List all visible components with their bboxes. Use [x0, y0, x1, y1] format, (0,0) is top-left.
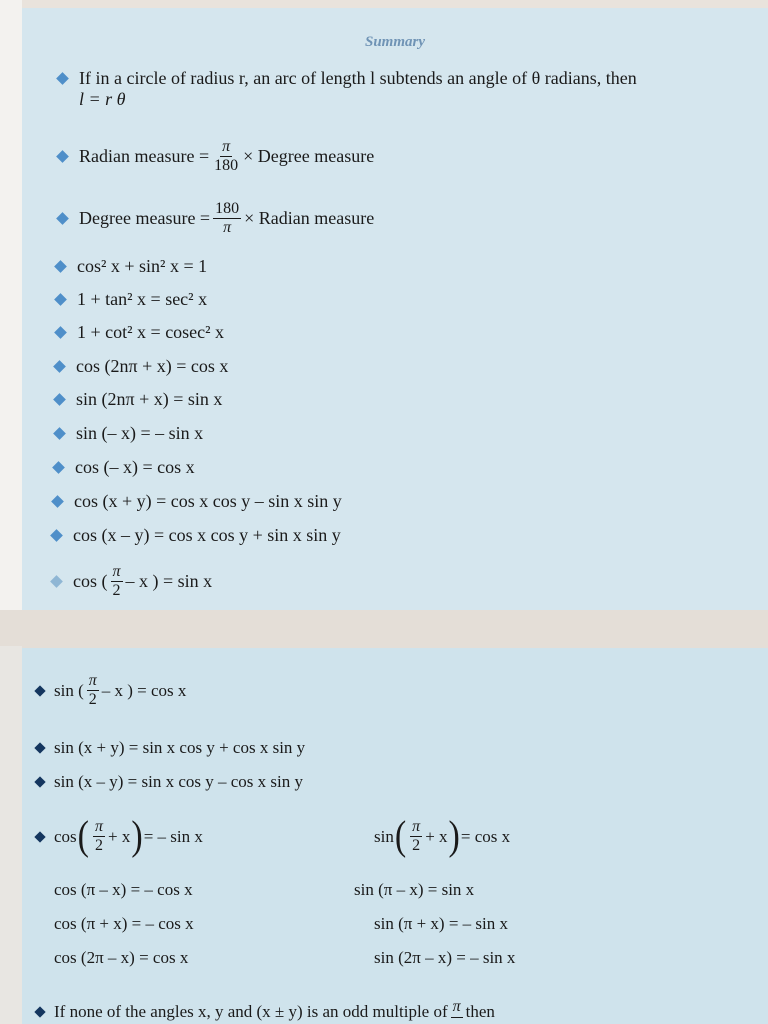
fraction-numerator: π: [220, 138, 232, 157]
identity-item: [55, 423, 203, 444]
formula-rhs: – x ) = cos x: [101, 680, 187, 700]
identity-item: [55, 356, 228, 377]
fraction-numerator: π: [111, 563, 123, 582]
fraction-numerator: π: [451, 998, 463, 1017]
inner-term: + x: [425, 826, 448, 846]
arc-rule-text: If in a circle of radius r, an arc of length l subtends an angle of θ radians, then: [79, 68, 637, 88]
cutoff-condition: [36, 998, 495, 1022]
formula-lhs: cos (: [73, 571, 108, 592]
bullet-icon: [54, 293, 67, 306]
formula-rhs: × Degree measure: [243, 146, 375, 167]
bullet-icon: [53, 427, 66, 440]
bullet-icon: [50, 576, 63, 589]
bullet-icon: [56, 213, 69, 226]
identity-item: [53, 491, 342, 512]
bullet-icon: [34, 742, 45, 753]
fraction: [213, 200, 241, 238]
formula-lhs: Radian measure =: [79, 146, 210, 167]
identity-item: [36, 738, 305, 758]
right-paren: ): [448, 814, 460, 859]
identity-text: cos (x + y) = cos x cos y – sin x sin y: [74, 491, 342, 511]
identity-text: cos (π – x) = – cos x: [54, 880, 193, 899]
summary-panel-top: [22, 8, 768, 610]
fraction-denominator: 2: [95, 837, 103, 855]
bullet-icon: [34, 776, 45, 787]
fraction: [93, 818, 105, 856]
fraction-numerator: π: [410, 818, 422, 837]
bullet-icon: [51, 495, 64, 508]
identity-item: [54, 457, 195, 478]
identity-text: cos (x – y) = cos x cos y + sin x sin y: [73, 525, 341, 545]
bullet-icon: [52, 461, 65, 474]
summary-panel-bottom: [22, 648, 768, 1024]
identity-text: cos (π + x) = – cos x: [54, 914, 194, 933]
fraction-denominator: 2: [412, 837, 421, 855]
formula-rhs: = cos x: [460, 826, 511, 846]
cofunction-cos-formula: [52, 563, 212, 601]
function-name: sin: [374, 826, 394, 846]
identity-item: [52, 525, 341, 546]
formula-lhs: sin (: [54, 680, 84, 700]
photo-gap: [0, 610, 768, 648]
left-paren: (: [77, 814, 89, 859]
radian-measure-formula: [58, 138, 374, 176]
summary-title: Summary: [364, 34, 425, 50]
fraction: [212, 138, 240, 176]
identity-text: sin (x + y) = sin x cos y + cos x sin y: [54, 738, 306, 757]
fraction-denominator: 2: [88, 691, 97, 709]
formula-lhs: Degree measure =: [79, 208, 211, 229]
identity-text: cos (– x) = cos x: [75, 457, 195, 477]
identity-text: sin (x – y) = sin x cos y – cos x sin y: [54, 772, 303, 791]
cos-pi2-plus-formula: [36, 814, 203, 859]
identity-text: 1 + cot² x = cosec² x: [77, 322, 225, 342]
bullet-icon: [50, 529, 63, 542]
inner-term: + x: [108, 826, 131, 846]
page-margin-top: [0, 0, 22, 620]
sin-pi2-plus-formula: [374, 814, 511, 859]
fraction: [111, 563, 123, 601]
arc-rule-formula: l = r θ: [79, 89, 126, 109]
fraction-numerator: 180: [213, 200, 241, 219]
fraction-denominator: 2: [112, 582, 121, 600]
cofunction-sin-formula: [36, 672, 186, 710]
formula-rhs: = – sin x: [143, 826, 203, 846]
formula-rhs: × Radian measure: [244, 208, 375, 229]
right-paren: ): [131, 814, 143, 859]
identity-text: cos (2π – x) = cos x: [54, 948, 189, 967]
fraction-numerator: π: [93, 818, 105, 837]
identity-text: sin (2nπ + x) = sin x: [76, 389, 223, 409]
condition-tail: then: [465, 1002, 495, 1021]
identity-text: cos² x + sin² x = 1: [77, 256, 208, 276]
identity-text: 1 + tan² x = sec² x: [77, 289, 208, 309]
identity-text: sin (2π – x) = – sin x: [374, 948, 516, 967]
fraction-denominator: 180: [214, 157, 239, 175]
identity-item: [56, 322, 224, 343]
identity-item: [36, 772, 303, 792]
bullet-icon: [53, 360, 66, 373]
bullet-icon: [53, 393, 66, 406]
identity-item: [56, 256, 207, 277]
arc-length-rule: [58, 68, 637, 110]
fraction: [87, 672, 99, 710]
identity-text: cos (2nπ + x) = cos x: [76, 356, 229, 376]
function-name: cos: [54, 826, 77, 846]
bullet-icon: [56, 72, 69, 85]
fraction-numerator: π: [87, 672, 99, 691]
page-margin-bottom: [0, 646, 22, 1024]
bullet-icon: [54, 260, 67, 273]
fraction: [410, 818, 422, 856]
formula-rhs: – x ) = sin x: [125, 571, 213, 592]
fraction-denominator: π: [223, 219, 232, 237]
identity-item: [56, 289, 207, 310]
bullet-icon: [34, 831, 45, 842]
fraction: [451, 998, 463, 1017]
identity-text: sin (π – x) = sin x: [354, 880, 475, 899]
identity-item: [55, 389, 222, 410]
bullet-icon: [54, 326, 67, 339]
left-paren: (: [394, 814, 407, 859]
bullet-icon: [56, 151, 69, 164]
degree-measure-formula: [58, 200, 374, 238]
identity-text: sin (π + x) = – sin x: [374, 914, 509, 933]
identity-text: sin (– x) = – sin x: [76, 423, 204, 443]
bullet-icon: [34, 1006, 45, 1017]
condition-text: If none of the angles x, y and (x ± y) is an odd multiple of: [54, 1002, 448, 1021]
bullet-icon: [34, 685, 45, 696]
